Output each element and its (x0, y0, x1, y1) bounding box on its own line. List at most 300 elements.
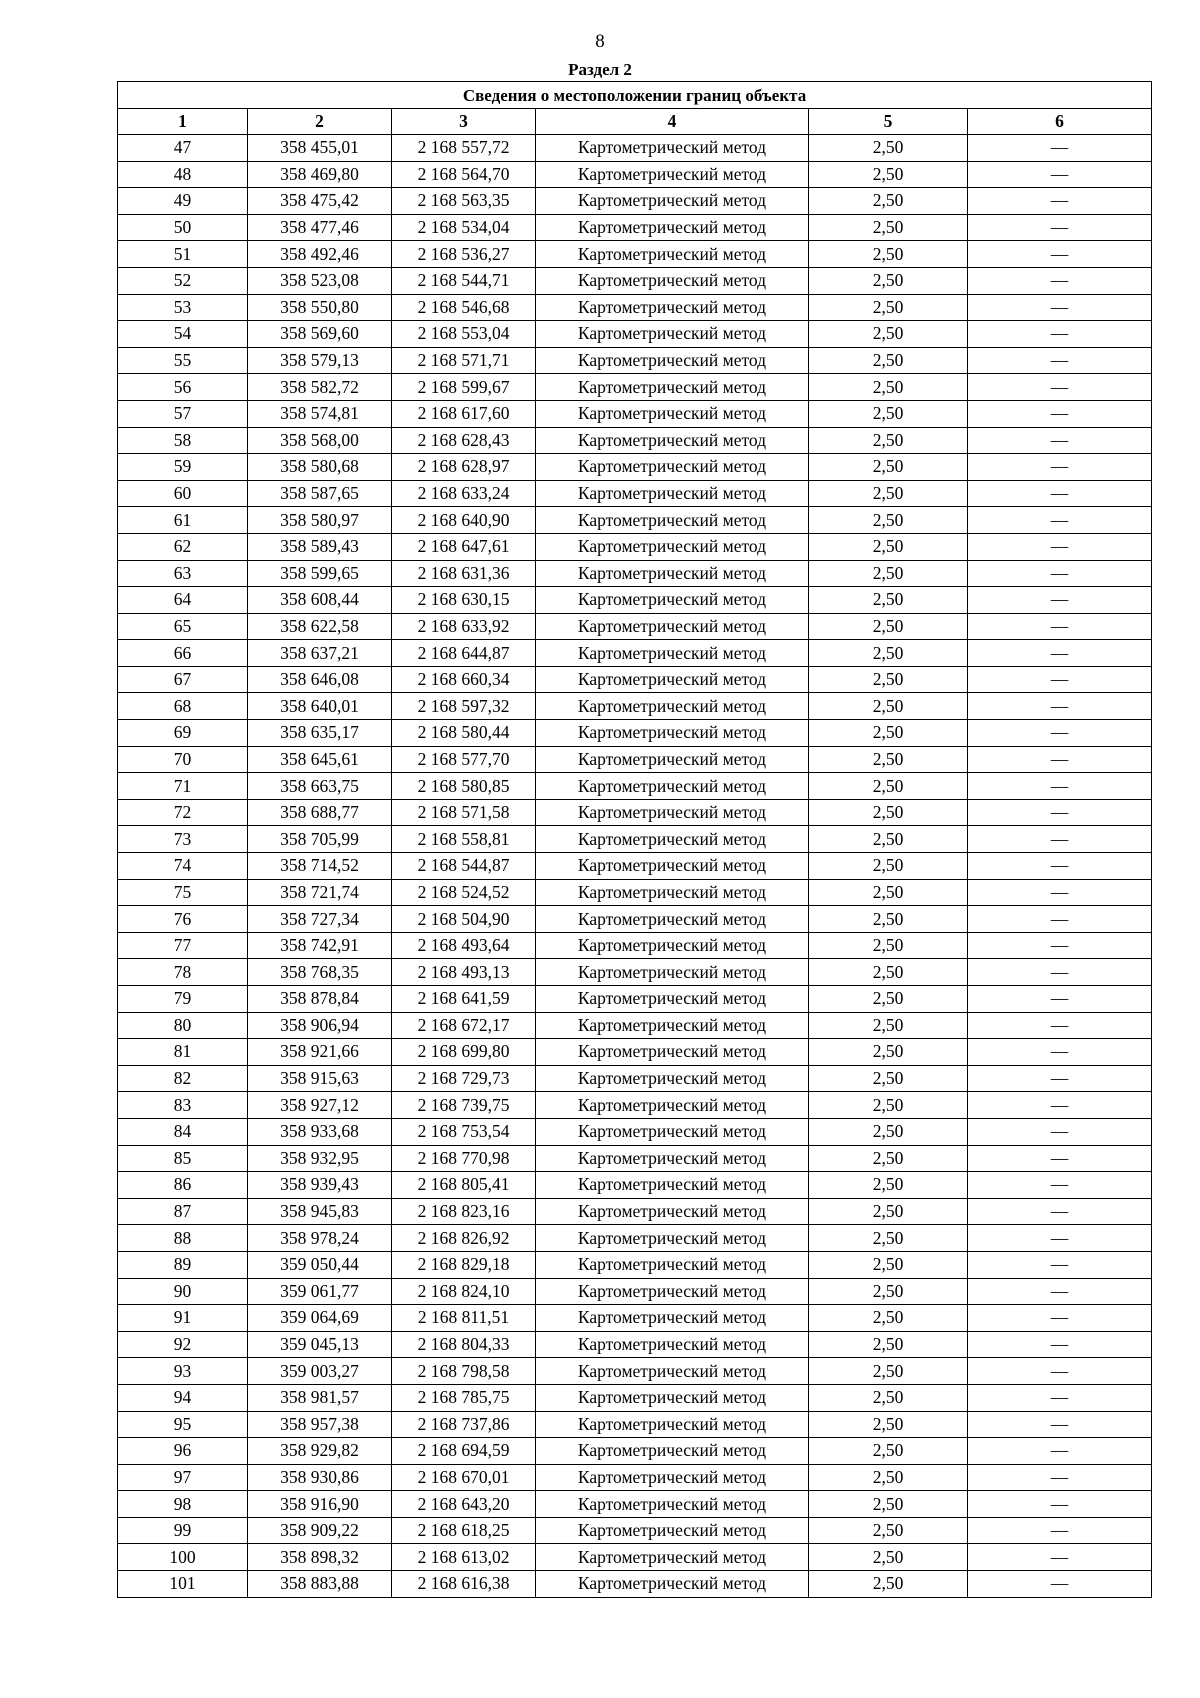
description-cell: — (968, 826, 1152, 853)
x-coordinate-cell: 359 064,69 (248, 1305, 392, 1332)
accuracy-cell: 2,50 (809, 587, 968, 614)
description-cell: — (968, 640, 1152, 667)
description-cell: — (968, 986, 1152, 1013)
accuracy-cell: 2,50 (809, 214, 968, 241)
description-cell: — (968, 321, 1152, 348)
y-coordinate-cell: 2 168 811,51 (392, 1305, 536, 1332)
method-cell: Картометрический метод (536, 932, 809, 959)
y-coordinate-cell: 2 168 640,90 (392, 507, 536, 534)
description-cell: — (968, 666, 1152, 693)
point-number-cell: 62 (118, 533, 248, 560)
accuracy-cell: 2,50 (809, 507, 968, 534)
table-body (118, 135, 1152, 1598)
y-coordinate-cell: 2 168 613,02 (392, 1544, 536, 1571)
y-coordinate-cell: 2 168 770,98 (392, 1145, 536, 1172)
method-cell: Картометрический метод (536, 613, 809, 640)
point-number-cell: 55 (118, 347, 248, 374)
accuracy-cell: 2,50 (809, 1544, 968, 1571)
x-coordinate-cell: 358 477,46 (248, 214, 392, 241)
table-row (118, 1384, 1152, 1411)
table-row (118, 932, 1152, 959)
accuracy-cell: 2,50 (809, 1039, 968, 1066)
point-number-cell: 68 (118, 693, 248, 720)
method-cell: Картометрический метод (536, 1278, 809, 1305)
point-number-cell: 71 (118, 773, 248, 800)
x-coordinate-cell: 358 981,57 (248, 1384, 392, 1411)
accuracy-cell: 2,50 (809, 374, 968, 401)
table-row (118, 879, 1152, 906)
method-cell: Картометрический метод (536, 799, 809, 826)
method-cell: Картометрический метод (536, 1544, 809, 1571)
y-coordinate-cell: 2 168 558,81 (392, 826, 536, 853)
table-row (118, 454, 1152, 481)
description-cell: — (968, 1198, 1152, 1225)
point-number-cell: 67 (118, 666, 248, 693)
y-coordinate-cell: 2 168 493,13 (392, 959, 536, 986)
accuracy-cell: 2,50 (809, 1172, 968, 1199)
accuracy-cell: 2,50 (809, 267, 968, 294)
method-cell: Картометрический метод (536, 267, 809, 294)
x-coordinate-cell: 358 929,82 (248, 1438, 392, 1465)
description-cell: — (968, 613, 1152, 640)
point-number-cell: 54 (118, 321, 248, 348)
table-row (118, 1198, 1152, 1225)
point-number-cell: 51 (118, 241, 248, 268)
y-coordinate-cell: 2 168 617,60 (392, 400, 536, 427)
method-cell: Картометрический метод (536, 773, 809, 800)
point-number-cell: 86 (118, 1172, 248, 1199)
method-cell: Картометрический метод (536, 959, 809, 986)
y-coordinate-cell: 2 168 785,75 (392, 1384, 536, 1411)
description-cell: — (968, 161, 1152, 188)
point-number-cell: 94 (118, 1384, 248, 1411)
x-coordinate-cell: 358 646,08 (248, 666, 392, 693)
description-cell: — (968, 507, 1152, 534)
method-cell: Картометрический метод (536, 986, 809, 1013)
y-coordinate-cell: 2 168 633,24 (392, 480, 536, 507)
description-cell: — (968, 1571, 1152, 1598)
point-number-cell: 52 (118, 267, 248, 294)
point-number-cell: 73 (118, 826, 248, 853)
table-row (118, 853, 1152, 880)
point-number-cell: 74 (118, 853, 248, 880)
y-coordinate-cell: 2 168 564,70 (392, 161, 536, 188)
table-row (118, 560, 1152, 587)
table-row (118, 1358, 1152, 1385)
y-coordinate-cell: 2 168 824,10 (392, 1278, 536, 1305)
description-cell: — (968, 1251, 1152, 1278)
point-number-cell: 64 (118, 587, 248, 614)
y-coordinate-cell: 2 168 504,90 (392, 906, 536, 933)
description-cell: — (968, 853, 1152, 880)
point-number-cell: 80 (118, 1012, 248, 1039)
description-cell: — (968, 959, 1152, 986)
table-row (118, 1039, 1152, 1066)
description-cell: — (968, 879, 1152, 906)
method-cell: Картометрический метод (536, 853, 809, 880)
accuracy-cell: 2,50 (809, 1092, 968, 1119)
description-cell: — (968, 799, 1152, 826)
y-coordinate-cell: 2 168 628,43 (392, 427, 536, 454)
y-coordinate-cell: 2 168 647,61 (392, 533, 536, 560)
x-coordinate-cell: 358 550,80 (248, 294, 392, 321)
x-coordinate-cell: 358 587,65 (248, 480, 392, 507)
point-number-cell: 61 (118, 507, 248, 534)
method-cell: Картометрический метод (536, 1571, 809, 1598)
accuracy-cell: 2,50 (809, 906, 968, 933)
method-cell: Картометрический метод (536, 1384, 809, 1411)
y-coordinate-cell: 2 168 630,15 (392, 587, 536, 614)
y-coordinate-cell: 2 168 563,35 (392, 188, 536, 215)
description-cell: — (968, 1411, 1152, 1438)
description-cell: — (968, 1384, 1152, 1411)
x-coordinate-cell: 358 523,08 (248, 267, 392, 294)
description-cell: — (968, 1491, 1152, 1518)
table-row (118, 773, 1152, 800)
column-header-4: 4 (536, 109, 809, 135)
point-number-cell: 83 (118, 1092, 248, 1119)
x-coordinate-cell: 358 663,75 (248, 773, 392, 800)
column-header-row (118, 109, 1152, 135)
table-row (118, 693, 1152, 720)
y-coordinate-cell: 2 168 739,75 (392, 1092, 536, 1119)
x-coordinate-cell: 358 921,66 (248, 1039, 392, 1066)
point-number-cell: 75 (118, 879, 248, 906)
accuracy-cell: 2,50 (809, 188, 968, 215)
x-coordinate-cell: 358 916,90 (248, 1491, 392, 1518)
y-coordinate-cell: 2 168 544,87 (392, 853, 536, 880)
x-coordinate-cell: 358 579,13 (248, 347, 392, 374)
x-coordinate-cell: 358 927,12 (248, 1092, 392, 1119)
accuracy-cell: 2,50 (809, 1331, 968, 1358)
y-coordinate-cell: 2 168 643,20 (392, 1491, 536, 1518)
table-row (118, 188, 1152, 215)
accuracy-cell: 2,50 (809, 1198, 968, 1225)
accuracy-cell: 2,50 (809, 746, 968, 773)
accuracy-cell: 2,50 (809, 932, 968, 959)
accuracy-cell: 2,50 (809, 1065, 968, 1092)
point-number-cell: 88 (118, 1225, 248, 1252)
point-number-cell: 65 (118, 613, 248, 640)
x-coordinate-cell: 358 492,46 (248, 241, 392, 268)
point-number-cell: 70 (118, 746, 248, 773)
point-number-cell: 50 (118, 214, 248, 241)
x-coordinate-cell: 358 688,77 (248, 799, 392, 826)
table-row (118, 267, 1152, 294)
point-number-cell: 81 (118, 1039, 248, 1066)
x-coordinate-cell: 358 957,38 (248, 1411, 392, 1438)
x-coordinate-cell: 358 945,83 (248, 1198, 392, 1225)
accuracy-cell: 2,50 (809, 666, 968, 693)
column-header-5: 5 (809, 109, 968, 135)
y-coordinate-cell: 2 168 798,58 (392, 1358, 536, 1385)
table-row (118, 959, 1152, 986)
y-coordinate-cell: 2 168 631,36 (392, 560, 536, 587)
x-coordinate-cell: 358 705,99 (248, 826, 392, 853)
column-header-6: 6 (968, 109, 1152, 135)
point-number-cell: 53 (118, 294, 248, 321)
point-number-cell: 87 (118, 1198, 248, 1225)
x-coordinate-cell: 358 580,97 (248, 507, 392, 534)
y-coordinate-cell: 2 168 534,04 (392, 214, 536, 241)
method-cell: Картометрический метод (536, 427, 809, 454)
x-coordinate-cell: 358 599,65 (248, 560, 392, 587)
y-coordinate-cell: 2 168 580,44 (392, 720, 536, 747)
accuracy-cell: 2,50 (809, 640, 968, 667)
accuracy-cell: 2,50 (809, 1251, 968, 1278)
accuracy-cell: 2,50 (809, 1358, 968, 1385)
table-row (118, 1411, 1152, 1438)
method-cell: Картометрический метод (536, 666, 809, 693)
accuracy-cell: 2,50 (809, 241, 968, 268)
description-cell: — (968, 1145, 1152, 1172)
accuracy-cell: 2,50 (809, 986, 968, 1013)
x-coordinate-cell: 358 574,81 (248, 400, 392, 427)
table-row (118, 1544, 1152, 1571)
description-cell: — (968, 480, 1152, 507)
x-coordinate-cell: 358 898,32 (248, 1544, 392, 1571)
table-row (118, 1571, 1152, 1598)
description-cell: — (968, 1092, 1152, 1119)
accuracy-cell: 2,50 (809, 454, 968, 481)
point-number-cell: 92 (118, 1331, 248, 1358)
accuracy-cell: 2,50 (809, 720, 968, 747)
method-cell: Картометрический метод (536, 879, 809, 906)
x-coordinate-cell: 358 978,24 (248, 1225, 392, 1252)
x-coordinate-cell: 358 589,43 (248, 533, 392, 560)
table-caption: Сведения о местоположении границ объекта (118, 82, 1152, 109)
method-cell: Картометрический метод (536, 1118, 809, 1145)
table-row (118, 294, 1152, 321)
x-coordinate-cell: 358 622,58 (248, 613, 392, 640)
x-coordinate-cell: 358 909,22 (248, 1517, 392, 1544)
table-row (118, 799, 1152, 826)
accuracy-cell: 2,50 (809, 1305, 968, 1332)
table-row (118, 826, 1152, 853)
x-coordinate-cell: 358 930,86 (248, 1464, 392, 1491)
y-coordinate-cell: 2 168 633,92 (392, 613, 536, 640)
description-cell: — (968, 1172, 1152, 1199)
table-row (118, 746, 1152, 773)
x-coordinate-cell: 358 768,35 (248, 959, 392, 986)
method-cell: Картометрический метод (536, 693, 809, 720)
y-coordinate-cell: 2 168 580,85 (392, 773, 536, 800)
point-number-cell: 90 (118, 1278, 248, 1305)
y-coordinate-cell: 2 168 557,72 (392, 135, 536, 162)
description-cell: — (968, 720, 1152, 747)
table-row (118, 986, 1152, 1013)
accuracy-cell: 2,50 (809, 347, 968, 374)
accuracy-cell: 2,50 (809, 1278, 968, 1305)
description-cell: — (968, 1517, 1152, 1544)
description-cell: — (968, 454, 1152, 481)
x-coordinate-cell: 358 939,43 (248, 1172, 392, 1199)
method-cell: Картометрический метод (536, 560, 809, 587)
table-row (118, 374, 1152, 401)
x-coordinate-cell: 358 915,63 (248, 1065, 392, 1092)
point-number-cell: 56 (118, 374, 248, 401)
method-cell: Картометрический метод (536, 1065, 809, 1092)
x-coordinate-cell: 358 469,80 (248, 161, 392, 188)
y-coordinate-cell: 2 168 641,59 (392, 986, 536, 1013)
accuracy-cell: 2,50 (809, 1571, 968, 1598)
accuracy-cell: 2,50 (809, 613, 968, 640)
description-cell: — (968, 1331, 1152, 1358)
y-coordinate-cell: 2 168 544,71 (392, 267, 536, 294)
table-row (118, 720, 1152, 747)
description-cell: — (968, 188, 1152, 215)
table-row (118, 1491, 1152, 1518)
accuracy-cell: 2,50 (809, 135, 968, 162)
point-number-cell: 97 (118, 1464, 248, 1491)
point-number-cell: 98 (118, 1491, 248, 1518)
point-number-cell: 57 (118, 400, 248, 427)
method-cell: Картометрический метод (536, 188, 809, 215)
description-cell: — (968, 1305, 1152, 1332)
description-cell: — (968, 1012, 1152, 1039)
method-cell: Картометрический метод (536, 480, 809, 507)
method-cell: Картометрический метод (536, 135, 809, 162)
table-row (118, 1517, 1152, 1544)
accuracy-cell: 2,50 (809, 1517, 968, 1544)
point-number-cell: 99 (118, 1517, 248, 1544)
method-cell: Картометрический метод (536, 241, 809, 268)
method-cell: Картометрический метод (536, 294, 809, 321)
table-row (118, 666, 1152, 693)
table-row (118, 427, 1152, 454)
x-coordinate-cell: 358 582,72 (248, 374, 392, 401)
x-coordinate-cell: 358 932,95 (248, 1145, 392, 1172)
point-number-cell: 58 (118, 427, 248, 454)
y-coordinate-cell: 2 168 493,64 (392, 932, 536, 959)
table-row (118, 135, 1152, 162)
accuracy-cell: 2,50 (809, 560, 968, 587)
point-number-cell: 95 (118, 1411, 248, 1438)
description-cell: — (968, 400, 1152, 427)
point-number-cell: 66 (118, 640, 248, 667)
accuracy-cell: 2,50 (809, 161, 968, 188)
description-cell: — (968, 347, 1152, 374)
y-coordinate-cell: 2 168 729,73 (392, 1065, 536, 1092)
y-coordinate-cell: 2 168 553,04 (392, 321, 536, 348)
accuracy-cell: 2,50 (809, 1118, 968, 1145)
description-cell: — (968, 374, 1152, 401)
table-row (118, 1118, 1152, 1145)
description-cell: — (968, 1438, 1152, 1465)
table-row (118, 1092, 1152, 1119)
method-cell: Картометрический метод (536, 640, 809, 667)
method-cell: Картометрический метод (536, 826, 809, 853)
x-coordinate-cell: 358 637,21 (248, 640, 392, 667)
x-coordinate-cell: 358 608,44 (248, 587, 392, 614)
method-cell: Картометрический метод (536, 1092, 809, 1119)
x-coordinate-cell: 358 569,60 (248, 321, 392, 348)
table-row (118, 1172, 1152, 1199)
method-cell: Картометрический метод (536, 1491, 809, 1518)
table-row (118, 906, 1152, 933)
accuracy-cell: 2,50 (809, 959, 968, 986)
table-row (118, 1065, 1152, 1092)
method-cell: Картометрический метод (536, 1198, 809, 1225)
point-number-cell: 91 (118, 1305, 248, 1332)
accuracy-cell: 2,50 (809, 480, 968, 507)
description-cell: — (968, 1464, 1152, 1491)
description-cell: — (968, 1039, 1152, 1066)
description-cell: — (968, 1278, 1152, 1305)
table-row (118, 507, 1152, 534)
y-coordinate-cell: 2 168 670,01 (392, 1464, 536, 1491)
table-row (118, 241, 1152, 268)
method-cell: Картометрический метод (536, 454, 809, 481)
point-number-cell: 77 (118, 932, 248, 959)
accuracy-cell: 2,50 (809, 693, 968, 720)
method-cell: Картометрический метод (536, 1172, 809, 1199)
x-coordinate-cell: 359 061,77 (248, 1278, 392, 1305)
y-coordinate-cell: 2 168 804,33 (392, 1331, 536, 1358)
y-coordinate-cell: 2 168 618,25 (392, 1517, 536, 1544)
method-cell: Картометрический метод (536, 1145, 809, 1172)
y-coordinate-cell: 2 168 737,86 (392, 1411, 536, 1438)
table-row (118, 1251, 1152, 1278)
x-coordinate-cell: 358 742,91 (248, 932, 392, 959)
description-cell: — (968, 294, 1152, 321)
table-row (118, 1305, 1152, 1332)
accuracy-cell: 2,50 (809, 1145, 968, 1172)
point-number-cell: 85 (118, 1145, 248, 1172)
table-row (118, 1331, 1152, 1358)
table-row (118, 533, 1152, 560)
description-cell: — (968, 267, 1152, 294)
table-row (118, 1278, 1152, 1305)
description-cell: — (968, 533, 1152, 560)
method-cell: Картометрический метод (536, 400, 809, 427)
description-cell: — (968, 1065, 1152, 1092)
table-row (118, 587, 1152, 614)
table-row (118, 1438, 1152, 1465)
x-coordinate-cell: 358 933,68 (248, 1118, 392, 1145)
section-title: Раздел 2 (568, 60, 632, 79)
x-coordinate-cell: 358 568,00 (248, 427, 392, 454)
method-cell: Картометрический метод (536, 1331, 809, 1358)
method-cell: Картометрический метод (536, 1305, 809, 1332)
point-number-cell: 63 (118, 560, 248, 587)
method-cell: Картометрический метод (536, 746, 809, 773)
x-coordinate-cell: 358 455,01 (248, 135, 392, 162)
y-coordinate-cell: 2 168 672,17 (392, 1012, 536, 1039)
accuracy-cell: 2,50 (809, 799, 968, 826)
description-cell: — (968, 1358, 1152, 1385)
accuracy-cell: 2,50 (809, 1012, 968, 1039)
point-number-cell: 69 (118, 720, 248, 747)
description-cell: — (968, 241, 1152, 268)
table-row (118, 1012, 1152, 1039)
x-coordinate-cell: 359 045,13 (248, 1331, 392, 1358)
accuracy-cell: 2,50 (809, 1384, 968, 1411)
column-header-1: 1 (118, 109, 248, 135)
description-cell: — (968, 773, 1152, 800)
method-cell: Картометрический метод (536, 507, 809, 534)
accuracy-cell: 2,50 (809, 427, 968, 454)
accuracy-cell: 2,50 (809, 321, 968, 348)
method-cell: Картометрический метод (536, 720, 809, 747)
point-number-cell: 82 (118, 1065, 248, 1092)
method-cell: Картометрический метод (536, 1251, 809, 1278)
method-cell: Картометрический метод (536, 1411, 809, 1438)
method-cell: Картометрический метод (536, 161, 809, 188)
y-coordinate-cell: 2 168 599,67 (392, 374, 536, 401)
y-coordinate-cell: 2 168 546,68 (392, 294, 536, 321)
method-cell: Картометрический метод (536, 1464, 809, 1491)
